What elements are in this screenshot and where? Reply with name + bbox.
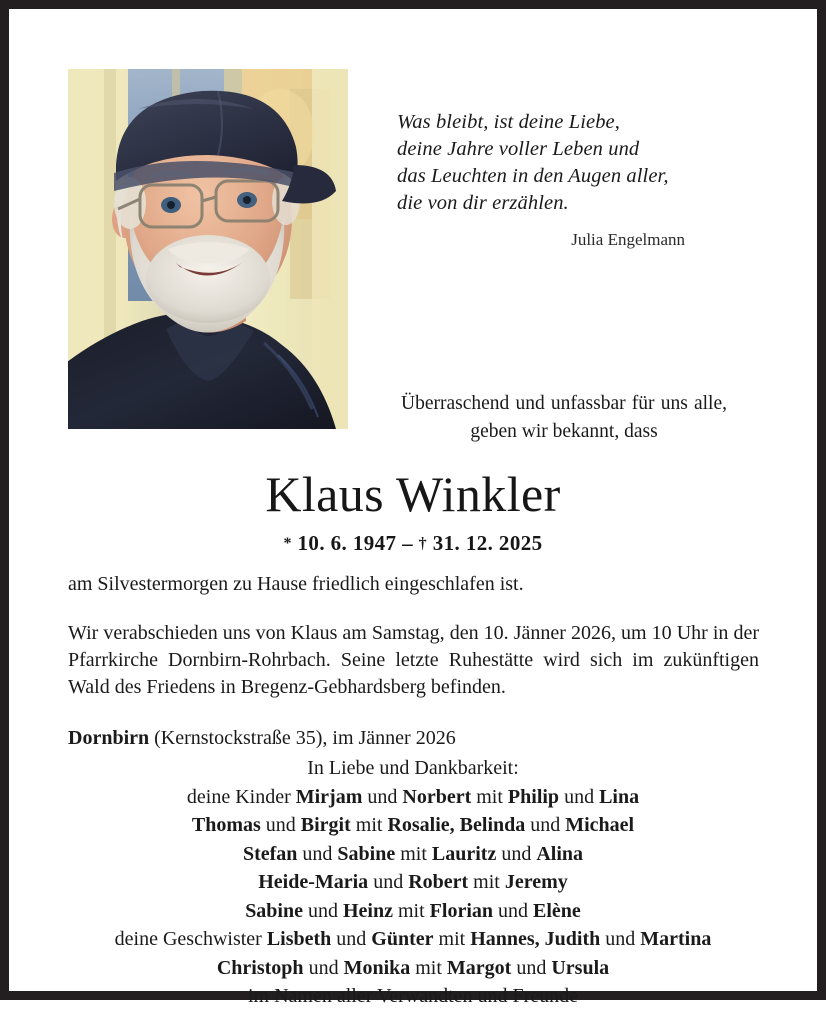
family-line xyxy=(9,868,817,897)
family-member-name: Lisbeth xyxy=(266,928,332,950)
family-connector: mit xyxy=(395,842,432,865)
family-member-name: Sabine xyxy=(337,842,396,865)
family-connector: und xyxy=(362,785,403,808)
quote-line-2: deine Jahre voller Leben und xyxy=(397,138,640,160)
family-member-name: Sabine xyxy=(245,899,303,922)
death-cross-icon: † xyxy=(418,535,428,552)
family-member-name: Heinz xyxy=(343,899,393,922)
family-connector: mit xyxy=(433,928,471,950)
family-connector: und xyxy=(511,956,552,979)
quote-line-3: das Leuchten in den Augen aller, xyxy=(397,165,669,187)
body-text xyxy=(68,571,759,752)
birth-star-icon: * xyxy=(283,535,292,552)
family-member-name: Alina xyxy=(536,842,584,865)
family-member-name: Birgit xyxy=(300,814,351,836)
family-line xyxy=(9,897,817,926)
family-connector: und xyxy=(260,814,301,836)
quote-line-4: die von dir erzählen. xyxy=(397,192,569,214)
date-separator: – xyxy=(402,531,413,555)
family-member-name: Philip xyxy=(507,785,560,808)
life-dates xyxy=(9,530,817,557)
deceased-name: Klaus Winkler xyxy=(265,466,561,522)
family-block xyxy=(9,754,817,1011)
family-heading: In Liebe und Dankbarkeit: xyxy=(307,757,519,779)
family-member-name: Margot xyxy=(446,956,512,979)
family-connector: und xyxy=(368,871,409,893)
family-line xyxy=(9,811,817,840)
family-line xyxy=(9,783,817,812)
family-member-name: Florian xyxy=(429,899,494,922)
family-connector: mit xyxy=(471,785,508,808)
paragraph-funeral: Wir verabschieden uns von Klaus am Samstag, den 10. Jänner 2026, um 10 Uhr in der Pfarrkirche Dornbirn-Rohrbach. Seine letzte Ruhestätte wird sich im zukünftigen Wald des Friedens in Bregenz-Gebhardsberg befinden. xyxy=(68,622,759,698)
family-relation-label: deine Geschwister xyxy=(114,928,267,950)
family-member-name: Robert xyxy=(408,871,469,893)
family-line xyxy=(9,925,817,954)
death-date: 31. 12. 2025 xyxy=(432,531,543,555)
family-connector: und xyxy=(525,814,566,836)
family-connector: und xyxy=(496,842,537,865)
family-connector: und xyxy=(303,956,344,979)
family-member-name: Thomas xyxy=(191,814,261,836)
birth-date: 10. 6. 1947 xyxy=(297,531,397,555)
family-connector: und xyxy=(600,928,641,950)
family-member-name: Michael xyxy=(565,814,635,836)
portrait-illustration xyxy=(68,69,348,429)
family-connector: und xyxy=(559,785,600,808)
family-member-name: Lauritz xyxy=(431,842,497,865)
quote-attribution: Julia Engelmann xyxy=(571,230,685,249)
family-lines xyxy=(9,783,817,983)
family-connector: und xyxy=(297,842,338,865)
family-member-name: Elène xyxy=(533,899,581,922)
family-member-name: Stefan xyxy=(242,842,298,865)
family-member-name: Norbert xyxy=(402,785,472,808)
family-connector: mit xyxy=(410,956,447,979)
family-connector: mit xyxy=(393,899,430,922)
portrait-photo xyxy=(68,69,348,429)
family-closing: im Namen aller Verwandten und Freunde xyxy=(247,985,579,1007)
family-member-name: Rosalie, Belinda xyxy=(387,814,526,836)
family-connector: mit xyxy=(350,814,388,836)
memorial-quote xyxy=(397,109,697,250)
announcement-lead: Überraschend und unfassbar für uns alle, geben wir bekannt, dass xyxy=(401,393,727,442)
family-line xyxy=(9,954,817,983)
family-member-name: Ursula xyxy=(551,956,610,979)
quote-line-1: Was bleibt, ist deine Liebe, xyxy=(397,111,620,133)
family-member-name: Günter xyxy=(371,928,434,950)
place-city: Dornbirn xyxy=(68,727,150,749)
family-connector: und xyxy=(303,899,343,922)
family-connector: und xyxy=(493,899,534,922)
family-connector: mit xyxy=(468,871,505,893)
family-member-name: Martina xyxy=(640,928,712,950)
family-member-name: Jeremy xyxy=(504,871,568,893)
family-relation-label: deine Kinder xyxy=(186,785,296,808)
family-member-name: Heide-Maria xyxy=(258,871,369,893)
notice-inner xyxy=(9,9,817,1007)
place-details: (Kernstockstraße 35), im Jänner 2026 xyxy=(149,727,456,749)
family-connector: und xyxy=(331,928,372,950)
header-zone xyxy=(9,9,817,439)
paragraph-passing: am Silvestermorgen zu Hause friedlich eingeschlafen ist. xyxy=(68,573,524,595)
family-line xyxy=(9,840,817,869)
paragraph-place-date xyxy=(68,725,759,752)
family-member-name: Lina xyxy=(599,785,640,808)
family-member-name: Hannes, Judith xyxy=(470,928,601,950)
family-member-name: Christoph xyxy=(216,956,304,979)
family-member-name: Mirjam xyxy=(295,785,363,808)
family-member-name: Monika xyxy=(343,956,411,979)
